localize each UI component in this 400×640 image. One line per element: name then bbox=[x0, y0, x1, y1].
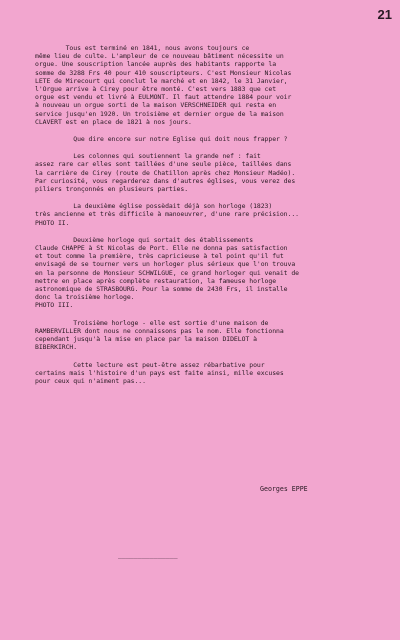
text-line: RAMBERVILLER dont nous ne connaissons pas le nom. Elle fonctionna bbox=[35, 326, 284, 335]
paragraph-orgue bbox=[35, 44, 370, 126]
separator-rule: _______________ bbox=[118, 551, 178, 559]
text-line: l'Orgue arrive à Cirey pour être monté. C'est vers 1883 que cet bbox=[35, 85, 277, 94]
text-line: PHOTO II. bbox=[35, 218, 70, 227]
article-body bbox=[35, 44, 370, 394]
text-line: PHOTO III. bbox=[35, 301, 74, 310]
text-line: orgue est vendu et livré à EULMONT. Il faut attendre 1884 pour voir bbox=[35, 93, 292, 102]
text-line: LETE de Mirecourt qui conclut le marché et en 1842, le 31 Janvier, bbox=[35, 76, 288, 85]
text-line: même lieu de culte. L'ampleur de ce nouveau bâtiment nécessite un bbox=[35, 52, 284, 61]
text-line: piliers tronçonnés en plusieurs parties. bbox=[35, 185, 189, 194]
paragraph-colonnes bbox=[35, 152, 370, 193]
text-line: assez rare car elles sont taillées d'une seule pièce, taillées dans bbox=[35, 160, 292, 169]
text-line: à nouveau un orgue sorti de la maison VERSCHNEIDER qui resta en bbox=[35, 101, 277, 110]
text-line: cependant jusqu'à la mise en place par la maison DIDELOT à bbox=[35, 335, 257, 344]
text-line: certains mais l'histoire d'un pays est faite ainsi, mille excuses bbox=[35, 368, 284, 377]
text-line: mettre en place après complète restauration, la fameuse horloge bbox=[35, 276, 277, 285]
text-line: orgue. Une souscription lancée auprès des habitants rapporte la bbox=[35, 60, 277, 69]
text-line: somme de 3288 Frs 40 pour 410 souscripteurs. C'est Monsieur Nicolas bbox=[35, 68, 292, 77]
paragraph-horloge-2 bbox=[35, 236, 370, 310]
text-line: Que dire encore sur notre Eglise qui doit nous frapper ? bbox=[35, 135, 288, 144]
text-line: CLAVERT est en place de 1821 à nos jours. bbox=[35, 117, 192, 126]
text-line: Claude CHAPPE à St Nicolas de Port. Elle ne donna pas satisfaction bbox=[35, 244, 288, 253]
text-line: pour ceux qui n'aiment pas... bbox=[35, 376, 146, 385]
text-line: en la personne de Monsieur SCHWILGUE, ce grand horloger qui venait de bbox=[35, 268, 299, 277]
text-line: Deuxième horloge qui sortait des établissements bbox=[35, 235, 254, 244]
paragraph-horloge-3 bbox=[35, 319, 370, 352]
text-line: astronomique de STRASBOURG. Pour la somme de 2430 Frs, il installe bbox=[35, 285, 288, 294]
paragraph-question bbox=[35, 135, 370, 143]
text-line: très ancienne et très difficile à manoeuvrer, d'une rare précision... bbox=[35, 210, 299, 219]
text-line: Les colonnes qui soutiennent la grande nef : fait bbox=[35, 152, 261, 161]
text-line: donc la troisième horloge. bbox=[35, 293, 135, 302]
paragraph-conclusion bbox=[35, 361, 370, 386]
paragraph-horloge-1 bbox=[35, 202, 370, 227]
text-line: La deuxième église possèdait déjà son horloge (1823) bbox=[35, 202, 273, 211]
text-line: et tout comme la première, très capricieuse à tel point qu'il fut bbox=[35, 252, 284, 261]
text-line: Troisième horloge - elle est sortie d'une maison de bbox=[35, 318, 269, 327]
text-line: Par curiosité, vous regarderez dans d'autres églises, vous verez des bbox=[35, 176, 296, 185]
text-line: service jusqu'en 1920. Un troisième et dernier orgue de la maison bbox=[35, 109, 284, 118]
text-line: Tous est terminé en 1841, nous avons toujours ce bbox=[35, 44, 250, 52]
text-line: envisagé de se tourner vers un horloger plus sérieux que l'on trouva bbox=[35, 260, 296, 269]
text-line: BIBERKIRCH. bbox=[35, 343, 78, 352]
text-line: la carrière de Cirey (route de Chatillon après chez Monsieur Madéo). bbox=[35, 168, 296, 177]
author-signature: Georges EPPE bbox=[260, 485, 308, 493]
page-number: 21 bbox=[377, 7, 392, 22]
text-line: Cette lecture est peut-être assez rébarbative pour bbox=[35, 360, 265, 369]
